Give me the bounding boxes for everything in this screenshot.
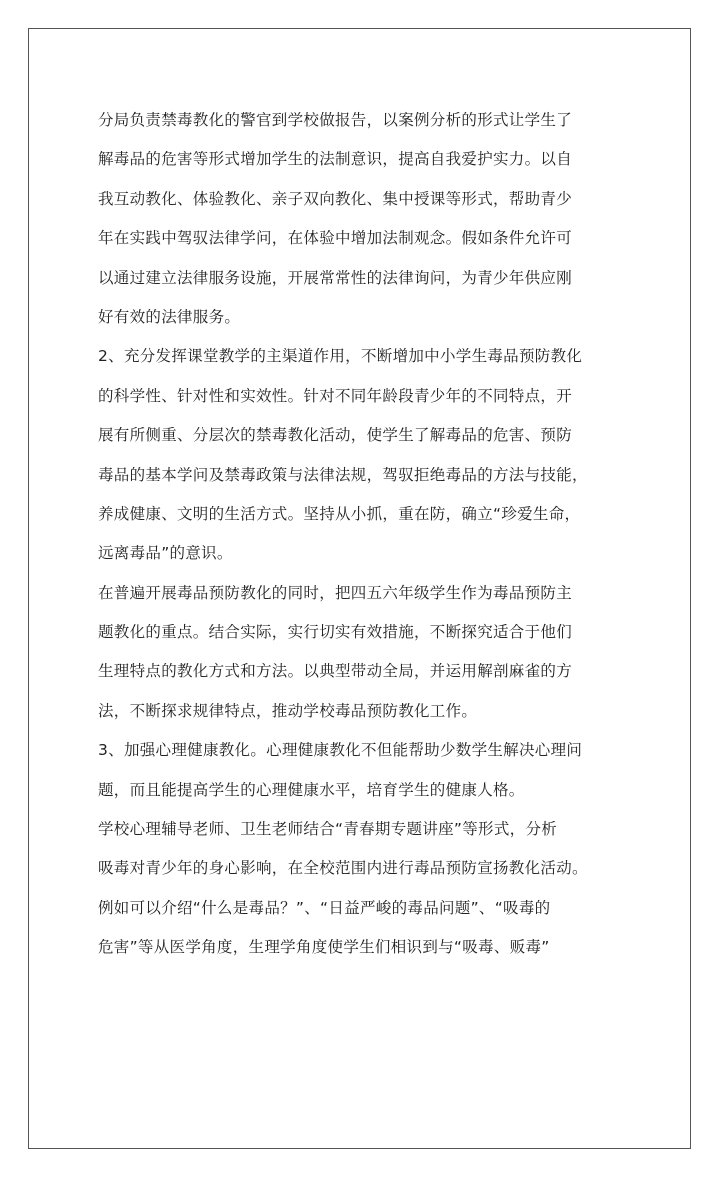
text-line: 分局负责禁毒教化的警官到学校做报告，以案例分析的形式让学生了 [98, 111, 573, 129]
text-line: 危害”等从医学角度，生理学角度使学生们相识到与“吸毒、贩毒” [98, 938, 550, 957]
text-line: 养成健康、文明的生活方式。坚持从小抓，重在防，确立“珍爱生命， [98, 504, 581, 523]
text-line: 以通过建立法律服务设施，开展常常性的法律询问，为青少年供应刚 [98, 268, 573, 287]
text-line: 吸毒对青少年的身心影响，在全校范围内进行毒品预防宣扬教化活动。 [98, 859, 588, 878]
text-line: 2、充分发挥课堂教学的主渠道作用，不断增加中小学生毒品预防教化 [98, 347, 583, 366]
text-line: 生理特点的教化方式和方法。以典型带动全局，并运用解剖麻雀的方 [98, 662, 573, 681]
text-line: 我互动教化、体验教化、亲子双向教化、集中授课等形式，帮助青少 [98, 189, 573, 208]
text-line: 3、加强心理健康教化。心理健康教化不但能帮助少数学生解决心理问 [98, 741, 583, 760]
text-line: 展有所侧重、分层次的禁毒教化活动，使学生了解毒品的危害、预防 [98, 426, 573, 445]
text-line: 解毒品的危害等形式增加学生的法制意识，提高自我爱护实力。以自 [98, 150, 573, 169]
text-line: 在普遍开展毒品预防教化的同时，把四五六年级学生作为毒品预防主 [98, 583, 573, 602]
text-line: 好有效的法律服务。 [98, 307, 241, 326]
text-line: 远离毒品”的意识。 [98, 544, 233, 563]
document-body [98, 110, 638, 977]
text-line: 年在实践中驾驭法律学问，在体验中增加法制观念。假如条件允许可 [98, 229, 573, 248]
text-line: 学校心理辅导老师、卫生老师结合“青春期专题讲座”等形式，分析 [98, 820, 558, 839]
text-line: 例如可以介绍“什么是毒品？”、“日益严峻的毒品问题”、“吸毒的 [98, 898, 551, 917]
text-line: 的科学性、针对性和实效性。针对不同年龄段青少年的不同特点，开 [98, 386, 573, 405]
text-line: 题，而且能提高学生的心理健康水平，培育学生的健康人格。 [98, 780, 525, 799]
text-line: 法，不断探求规律特点，推动学校毒品预防教化工作。 [98, 701, 478, 720]
text-line: 题教化的重点。结合实际，实行切实有效措施，不断探究适合于他们 [98, 623, 573, 642]
text-line: 毒品的基本学问及禁毒政策与法律法规，驾驭拒绝毒品的方法与技能， [98, 465, 588, 484]
